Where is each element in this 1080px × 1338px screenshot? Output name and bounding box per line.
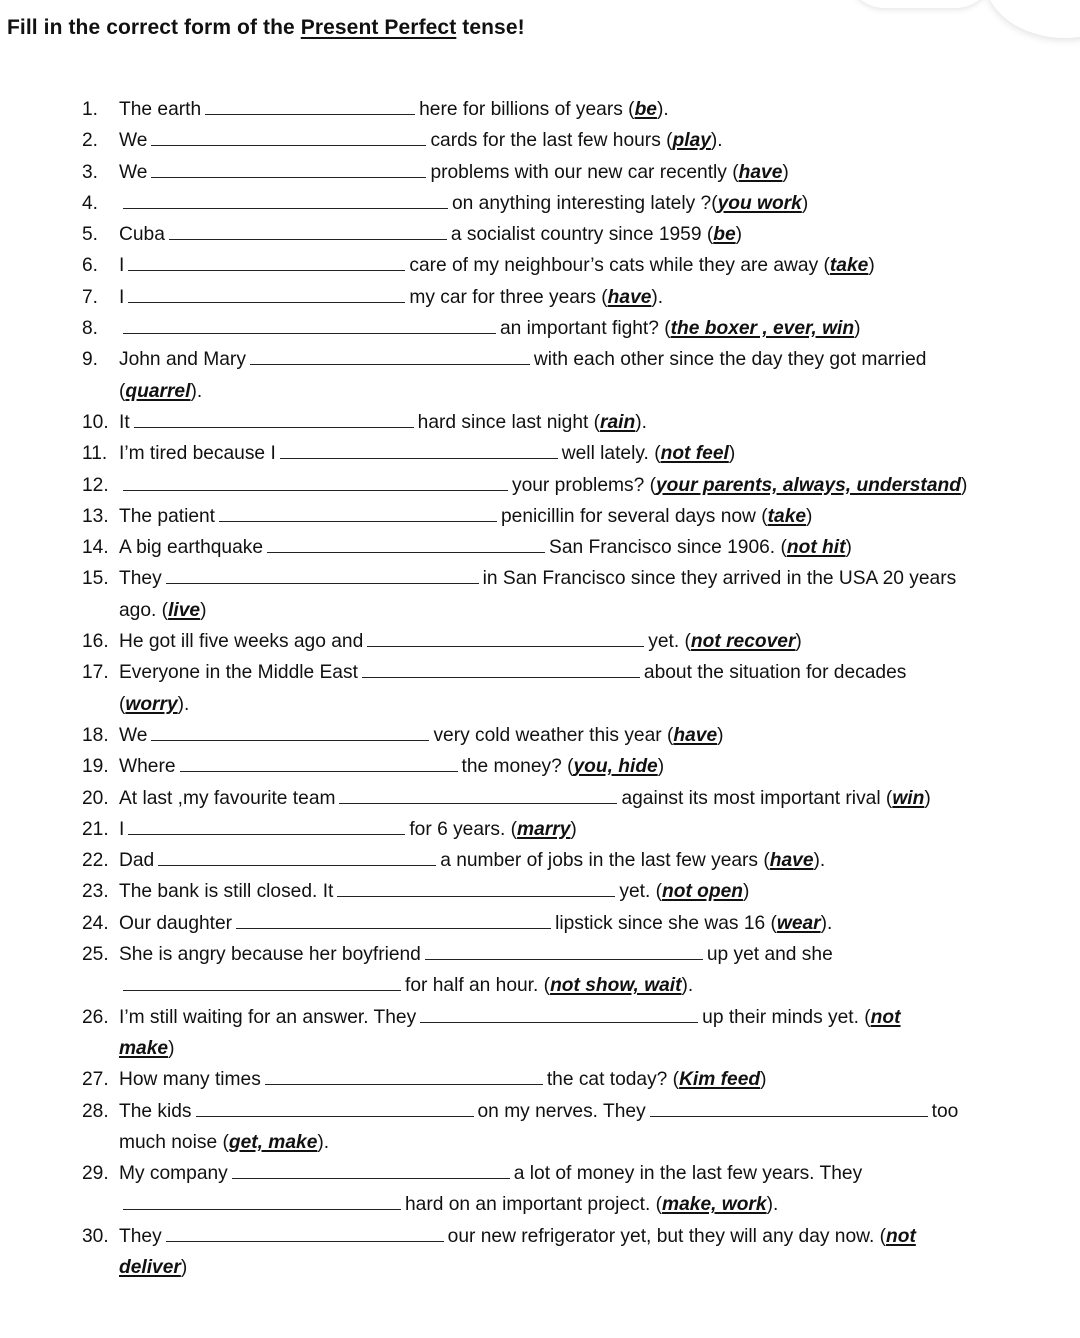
verb-hint: you, hide (573, 756, 658, 778)
sentence-text: about the situation for decades (643, 662, 907, 684)
sentence-text: well lately. ( (561, 443, 661, 465)
sentence-text: Everyone in the Middle East (119, 662, 358, 684)
decorative-pill-shape (845, 0, 995, 8)
exercise-item (82, 563, 1042, 626)
sentence-text: ) (735, 224, 743, 246)
sentence-text: ). (635, 411, 647, 433)
item-number: 30. (82, 1225, 109, 1247)
item-number: 28. (82, 1100, 109, 1122)
item-number: 26. (82, 1006, 109, 1028)
verb-hint: not (870, 1006, 901, 1028)
sentence-text: Cuba (119, 224, 165, 246)
verb-hint: take (767, 505, 807, 527)
item-number: 13. (82, 505, 109, 527)
answer-blank[interactable] (128, 815, 405, 835)
sentence-text: San Francisco since 1906. ( (549, 537, 787, 559)
answer-blank[interactable] (180, 752, 458, 772)
answer-blank[interactable] (250, 345, 530, 365)
answer-blank[interactable] (158, 846, 436, 866)
sentence-text: ) (801, 192, 809, 214)
item-number: 11. (82, 443, 108, 465)
sentence-text: A big earthquake (119, 537, 264, 559)
sentence-text: your problems? ( (512, 474, 656, 496)
sentence-text: on my nerves. They (477, 1100, 646, 1122)
item-number: 7. (82, 286, 99, 308)
sentence-text: ). (710, 130, 723, 152)
answer-blank[interactable] (265, 1065, 543, 1085)
verb-hint: worry (125, 693, 178, 715)
sentence-text: ( (119, 380, 126, 402)
exercise-item (82, 501, 1042, 532)
title-suffix: tense! (456, 16, 525, 39)
sentence-text: here for billions of years ( (419, 99, 635, 120)
answer-blank[interactable] (123, 314, 496, 334)
item-number: 25. (82, 944, 109, 966)
verb-hint: the boxer , ever, win (670, 318, 855, 340)
sentence-text: an important fight? ( (500, 318, 671, 340)
exercise-item (82, 157, 1042, 188)
exercise-item (82, 814, 1042, 845)
exercise-item (82, 219, 1042, 250)
exercise-item (82, 1221, 1042, 1284)
verb-hint: have (673, 724, 718, 746)
sentence-text: ) (570, 818, 577, 840)
sentence-text: ). (766, 1194, 779, 1216)
exercise-item (82, 657, 1042, 720)
sentence-text: cards for the last few hours ( (430, 130, 673, 152)
item-number: 4. (82, 192, 99, 214)
item-number: 21. (82, 818, 109, 840)
exercise-item (82, 438, 1042, 469)
item-number: 2. (82, 130, 99, 152)
sentence-text: a lot of money in the last few years. They (513, 1163, 863, 1185)
sentence-text: ) (845, 537, 852, 559)
sentence-text: ) (854, 318, 861, 340)
sentence-text: ). (820, 912, 833, 934)
answer-blank[interactable] (362, 658, 640, 678)
sentence-text: We (119, 161, 148, 183)
sentence-text: ) (657, 756, 665, 778)
sentence-text: much noise ( (119, 1131, 229, 1153)
verb-hint: not hit (786, 537, 846, 559)
exercise-item (82, 876, 1042, 907)
item-number: 9. (82, 349, 99, 371)
sentence-text: ). (681, 975, 694, 997)
answer-blank[interactable] (196, 1097, 474, 1117)
sentence-text: for half an hour. ( (405, 975, 551, 997)
sentence-text: with each other since the day they got married (533, 349, 927, 371)
answer-blank[interactable] (205, 95, 415, 115)
answer-blank[interactable] (169, 220, 447, 240)
item-number: 15. (82, 568, 109, 590)
item-number: 18. (82, 724, 109, 746)
exercise-item (82, 125, 1042, 156)
sentence-text: ) (782, 161, 789, 183)
sentence-text: I’m still waiting for an answer. They (119, 1006, 417, 1028)
sentence-text: The kids (119, 1100, 192, 1122)
sentence-text: ) (717, 724, 724, 746)
sentence-text: ) (806, 505, 813, 527)
sentence-text: in San Francisco since they arrived in the USA 20 years (482, 568, 957, 590)
sentence-text: up their minds yet. ( (702, 1006, 871, 1028)
sentence-text: our new refrigerator yet, but they will any day now. ( (447, 1225, 886, 1247)
answer-blank[interactable] (123, 189, 448, 209)
sentence-text: ). (190, 380, 203, 402)
verb-hint: your parents, always, understand (655, 474, 961, 496)
item-number: 1. (82, 99, 99, 120)
verb-hint: make, work (662, 1194, 767, 1216)
answer-blank[interactable] (232, 1159, 510, 1179)
exercise-item (82, 751, 1042, 782)
sentence-text: At last ,my favourite team (119, 787, 336, 809)
sentence-text: John and Mary (119, 349, 246, 371)
sentence-text: ( (119, 693, 126, 715)
sentence-text: ). (813, 850, 826, 872)
sentence-text: I (119, 286, 125, 308)
sentence-text: ) (168, 1037, 175, 1059)
verb-hint: have (769, 850, 814, 872)
exercise-item (82, 532, 1042, 563)
verb-hint: rain (600, 411, 636, 433)
exercise-item (82, 250, 1042, 281)
exercise-item (82, 1158, 1042, 1221)
answer-blank[interactable] (337, 877, 615, 897)
verb-hint: have (607, 286, 652, 308)
verb-hint: not open (662, 881, 744, 903)
answer-blank[interactable] (166, 1222, 444, 1242)
item-number: 5. (82, 224, 99, 246)
item-number: 8. (82, 318, 99, 340)
exercise-item (82, 313, 1042, 344)
sentence-text: ). (651, 286, 664, 308)
verb-hint: you work (717, 192, 802, 214)
sentence-text: ) (924, 787, 931, 809)
verb-hint: make (119, 1037, 169, 1059)
sentence-text: They (119, 568, 162, 590)
answer-blank[interactable] (151, 126, 426, 146)
sentence-text: ) (795, 631, 802, 653)
item-number: 14. (82, 537, 109, 559)
sentence-text: The bank is still closed. It (119, 881, 334, 903)
sentence-text: very cold weather this year ( (433, 724, 674, 746)
sentence-text: a socialist country since 1959 ( (450, 224, 714, 246)
title-tense-name: Present Perfect (300, 16, 457, 39)
title-prefix: Fill in the correct form of the (7, 16, 301, 39)
answer-blank[interactable] (339, 784, 617, 804)
exercise-list (82, 94, 1042, 1283)
sentence-text: It (119, 411, 130, 433)
sentence-text: He got ill five weeks ago and (119, 631, 364, 653)
sentence-text: lipstick since she was 16 ( (555, 912, 777, 934)
exercise-item (82, 188, 1042, 219)
sentence-text: ) (960, 474, 968, 496)
sentence-text: Where (119, 756, 176, 778)
item-number: 20. (82, 787, 109, 809)
sentence-text: Dad (119, 850, 155, 872)
answer-blank[interactable] (219, 502, 497, 522)
verb-hint: Kim feed (679, 1069, 761, 1091)
verb-hint: win (892, 787, 925, 809)
exercise-item (82, 470, 1042, 501)
sentence-text: penicillin for several days now ( (501, 505, 768, 527)
sentence-text: ). (317, 1131, 330, 1153)
answer-blank[interactable] (128, 251, 405, 271)
item-number: 16. (82, 631, 109, 653)
answer-blank[interactable] (151, 158, 426, 178)
item-number: 27. (82, 1069, 109, 1091)
sentence-text: ) (200, 599, 207, 621)
answer-blank[interactable] (236, 909, 551, 929)
verb-hint: live (168, 599, 201, 621)
answer-blank[interactable] (128, 283, 405, 303)
item-number: 22. (82, 850, 109, 872)
sentence-text: hard since last night ( (417, 411, 601, 433)
sentence-text: ) (743, 881, 750, 903)
item-number: 3. (82, 161, 99, 183)
sentence-text: The earth (119, 99, 202, 120)
verb-hint: wear (776, 912, 821, 934)
verb-hint: get, make (228, 1131, 318, 1153)
sentence-text: on anything interesting lately ?( (452, 192, 718, 214)
sentence-text: problems with our new car recently ( (430, 161, 739, 183)
answer-blank[interactable] (280, 439, 558, 459)
sentence-text: We (119, 724, 148, 746)
verb-hint: play (672, 130, 711, 152)
answer-blank[interactable] (420, 1003, 698, 1023)
exercise-item (82, 1064, 1042, 1095)
answer-blank[interactable] (425, 940, 703, 960)
sentence-text: I (119, 255, 125, 277)
exercise-item (82, 407, 1042, 438)
exercise-item (82, 1002, 1042, 1065)
answer-blank[interactable] (134, 408, 414, 428)
sentence-text: ) (180, 1256, 188, 1278)
item-number: 17. (82, 662, 109, 684)
sentence-text: care of my neighbour’s cats while they are away ( (409, 255, 830, 277)
sentence-text: yet. ( (648, 631, 691, 653)
verb-hint: have (738, 161, 783, 183)
sentence-text: ) (868, 255, 875, 277)
sentence-text: ago. ( (119, 599, 169, 621)
answer-blank[interactable] (267, 533, 545, 553)
page-title (7, 16, 525, 40)
verb-hint: not recover (690, 631, 796, 653)
sentence-text: my car for three years ( (409, 286, 608, 308)
sentence-text: ) (760, 1069, 767, 1091)
sentence-text: She is angry because her boyfriend (119, 944, 421, 966)
answer-blank[interactable] (650, 1097, 928, 1117)
item-number: 29. (82, 1163, 109, 1185)
verb-hint: deliver (119, 1256, 181, 1278)
sentence-text: I (119, 818, 125, 840)
answer-blank[interactable] (123, 471, 508, 491)
sentence-text: The patient (119, 505, 216, 527)
sentence-text: How many times (119, 1069, 261, 1091)
verb-hint: be (634, 99, 657, 120)
sentence-text: They (119, 1225, 162, 1247)
answer-blank[interactable] (151, 721, 429, 741)
verb-hint: marry (517, 818, 571, 840)
item-number: 10. (82, 411, 109, 433)
sentence-text: the cat today? ( (546, 1069, 680, 1091)
verb-hint: not feel (660, 443, 729, 465)
exercise-item (82, 344, 1042, 407)
item-number: 24. (82, 912, 109, 934)
item-number: 6. (82, 255, 99, 277)
sentence-text: My company (119, 1163, 228, 1185)
sentence-text: ). (656, 99, 669, 120)
sentence-text: up yet and she (706, 944, 833, 966)
exercise-item (82, 783, 1042, 814)
sentence-text: a number of jobs in the last few years ( (440, 850, 770, 872)
exercise-item (82, 908, 1042, 939)
sentence-text: the money? ( (461, 756, 574, 778)
exercise-item (82, 626, 1042, 657)
verb-hint: be (713, 224, 736, 246)
answer-blank[interactable] (367, 627, 644, 647)
sentence-text: ). (177, 693, 190, 715)
item-number: 23. (82, 881, 109, 903)
sentence-text: too (931, 1100, 959, 1122)
exercise-item (82, 845, 1042, 876)
verb-hint: not (886, 1225, 916, 1247)
verb-hint: not show, wait (550, 975, 682, 997)
exercise-item (82, 94, 1042, 125)
exercise-item (82, 282, 1042, 313)
sentence-text: I’m tired because I (119, 443, 276, 465)
answer-blank[interactable] (166, 564, 479, 584)
answer-blank[interactable] (123, 971, 401, 991)
item-number: 12. (82, 474, 109, 496)
decorative-circle-shape (985, 0, 1080, 38)
sentence-text: Our daughter (119, 912, 233, 934)
sentence-text: ) (728, 443, 736, 465)
item-number: 19. (82, 756, 109, 778)
exercise-item (82, 939, 1042, 1002)
exercise-item (82, 720, 1042, 751)
sentence-text: hard on an important project. ( (405, 1194, 663, 1216)
verb-hint: quarrel (125, 380, 191, 402)
exercise-item (82, 1096, 1042, 1159)
answer-blank[interactable] (123, 1190, 401, 1210)
sentence-text: We (119, 130, 148, 152)
sentence-text: against its most important rival ( (621, 787, 893, 809)
verb-hint: take (829, 255, 869, 277)
sentence-text: yet. ( (619, 881, 663, 903)
sentence-text: for 6 years. ( (409, 818, 518, 840)
